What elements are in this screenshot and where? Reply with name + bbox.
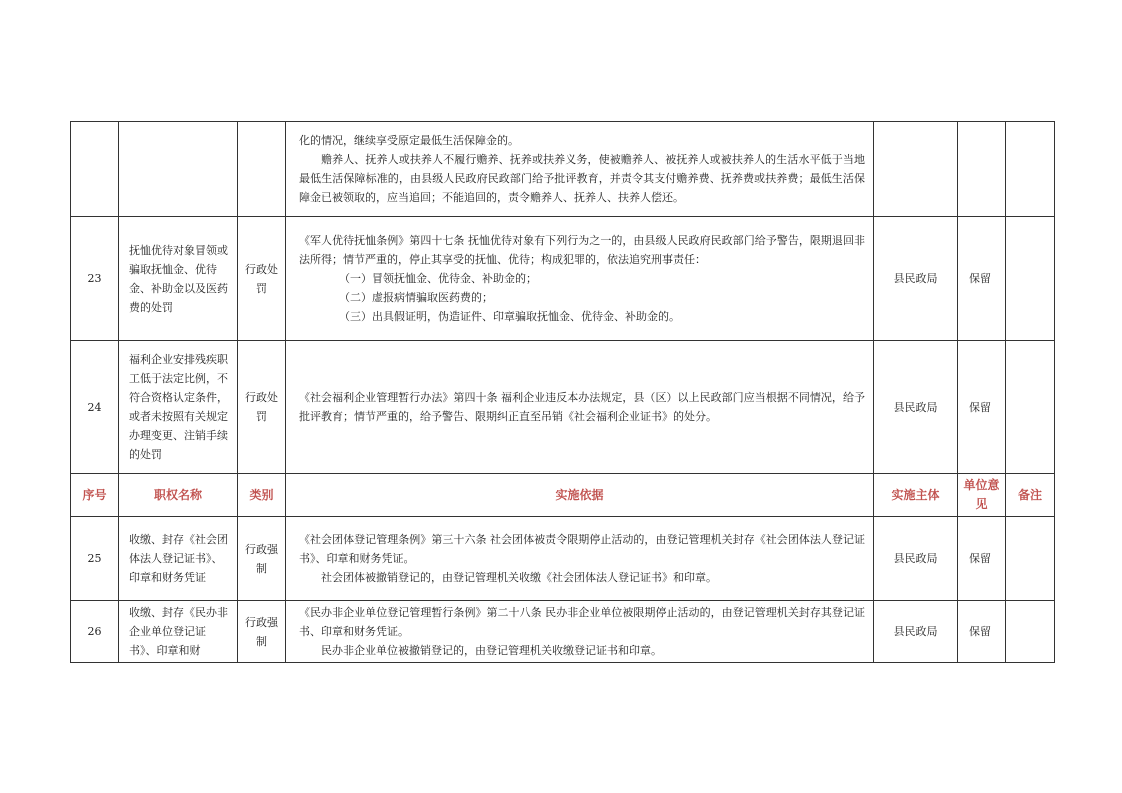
row-number: 23 [71,217,119,341]
power-category: 行政处罚 [238,341,286,474]
row-number: 25 [71,517,119,601]
power-category [238,122,286,217]
basis-paragraph: 民办非企业单位被撤销登记的，由登记管理机关收缴登记证书和印章。 [321,644,662,657]
implementation-basis [286,601,874,663]
power-category: 行政强制 [238,517,286,601]
row-number: 24 [71,341,119,474]
header-row [71,474,1055,517]
power-name: 抚恤优待对象冒领或骗取抚恤金、优待金、补助金以及医药费的处罚 [119,217,238,341]
implementing-unit: 县民政局 [874,601,958,663]
implementation-basis [286,517,874,601]
basis-paragraph: 《社会福利企业管理暂行办法》第四十条 福利企业违反本办法规定，县（区）以上民政部门应当根据不同情况，给予批评教育；情节严重的，给予警告、限期纠正直至吊销《社会福利企业证书》的处分。 [299,391,865,423]
header-name: 职权名称 [119,474,238,517]
header-unit: 实施主体 [874,474,958,517]
unit-opinion: 保留 [958,601,1006,663]
table-header [71,474,1055,517]
basis-paragraph: 社会团体被撤销登记的，由登记管理机关收缴《社会团体法人登记证书》和印章。 [321,571,717,584]
implementing-unit [874,122,958,217]
powers-table [70,121,1055,663]
unit-opinion [958,122,1006,217]
power-name: 收缴、封存《民办非企业单位登记证书》、印章和财 [119,601,238,663]
unit-opinion: 保留 [958,217,1006,341]
table-row [71,122,1055,217]
remark [1006,122,1055,217]
implementing-unit: 县民政局 [874,517,958,601]
basis-paragraph: 《民办非企业单位登记管理暂行条例》第二十八条 民办非企业单位被限期停止活动的，由登记管理机关封存其登记证书、印章和财务凭证。 [299,606,865,638]
power-category: 行政处罚 [238,217,286,341]
row-number [71,122,119,217]
implementing-unit: 县民政局 [874,217,958,341]
power-name: 收缴、封存《社会团体法人登记证书》、印章和财务凭证 [119,517,238,601]
implementing-unit: 县民政局 [874,341,958,474]
basis-paragraph: （一）冒领抚恤金、优待金、补助金的； [339,272,537,285]
basis-paragraph: 《军人优待抚恤条例》第四十七条 抚恤优待对象有下列行为之一的，由县级人民政府民政部门给予警告，限期退回非法所得；情节严重的，停止其享受的抚恤、优待；构成犯罪的，依法追究刑事责任： [299,234,865,266]
table-body-bottom [71,517,1055,663]
basis-paragraph: 化的情况，继续享受原定最低生活保障金的。 [299,134,519,147]
row-number: 26 [71,601,119,663]
implementation-basis [286,122,874,217]
power-category: 行政强制 [238,601,286,663]
remark [1006,601,1055,663]
header-remark: 备注 [1006,474,1055,517]
unit-opinion: 保留 [958,517,1006,601]
table-row [71,601,1055,663]
header-basis: 实施依据 [286,474,874,517]
remark [1006,217,1055,341]
header-opinion: 单位意见 [958,474,1006,517]
implementation-basis [286,217,874,341]
table-row [71,517,1055,601]
table-body-top [71,122,1055,474]
power-name: 福利企业安排残疾职工低于法定比例，不符合资格认定条件，或者未按照有关规定办理变更、注销手续的处罚 [119,341,238,474]
header-category: 类别 [238,474,286,517]
unit-opinion: 保留 [958,341,1006,474]
table-row [71,341,1055,474]
basis-paragraph: （三）出具假证明，伪造证件、印章骗取抚恤金、优待金、补助金的。 [339,310,680,323]
basis-paragraph: （二）虚报病情骗取医药费的； [339,291,493,304]
basis-paragraph: 赡养人、抚养人或扶养人不履行赡养、抚养或扶养义务，使被赡养人、被抚养人或被扶养人的生活水平低于当地最低生活保障标准的，由县级人民政府民政部门给予批评教育，并责令其支付赡养费、抚养费或扶养费；最低生活保障金已被领取的，应当追回；不能追回的，责令赡养人、抚养人、扶养人偿还。 [299,153,865,204]
header-no: 序号 [71,474,119,517]
basis-paragraph: 《社会团体登记管理条例》第三十六条 社会团体被责令限期停止活动的，由登记管理机关封存《社会团体法人登记证书》、印章和财务凭证。 [299,533,865,565]
implementation-basis [286,341,874,474]
remark [1006,517,1055,601]
power-name [119,122,238,217]
table-row [71,217,1055,341]
remark [1006,341,1055,474]
